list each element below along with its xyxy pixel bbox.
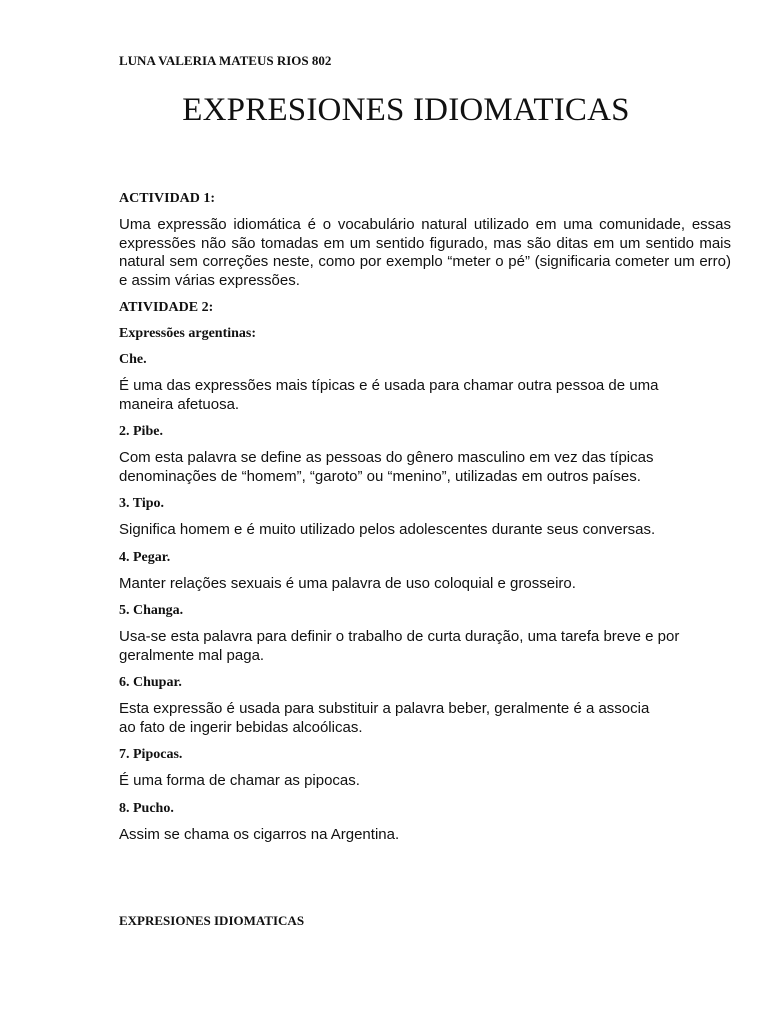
activity1-heading: ACTIVIDAD 1: bbox=[119, 191, 216, 206]
expression-definition: Assim se chama os cigarros na Argentina. bbox=[119, 825, 400, 843]
expression-term: 6. Chupar. bbox=[119, 675, 182, 690]
expression-definition: Manter relações sexuais é uma palavra de uso coloquial e grosseiro. bbox=[119, 574, 576, 592]
page-title: EXPRESIONES IDIOMATICAS bbox=[182, 92, 630, 128]
author-line: LUNA VALERIA MATEUS RIOS 802 bbox=[119, 53, 332, 68]
expression-term: 7. Pipocas. bbox=[119, 747, 183, 762]
expression-term: 8. Pucho. bbox=[119, 800, 174, 816]
expression-definition: Significa homem e é muito utilizado pelos adolescentes durante seus conversas. bbox=[119, 521, 656, 538]
expression-definition: É uma forma de chamar as pipocas. bbox=[119, 772, 360, 789]
expression-term: 3. Tipo. bbox=[119, 496, 165, 511]
expression-term: 2. Pibe. bbox=[119, 424, 163, 439]
activity2-subheading: Expressões argentinas: bbox=[119, 326, 257, 341]
activity2-heading: ATIVIDADE 2: bbox=[119, 300, 214, 315]
section-heading: EXPRESIONES IDIOMATICAS bbox=[119, 913, 305, 928]
expression-term: 5. Changa. bbox=[119, 603, 184, 618]
expression-term: Che. bbox=[119, 352, 147, 367]
document-body bbox=[119, 190, 731, 853]
expression-definition: Esta expressão é usada para substituir a palavra beber, geralmente é a associa ao fato de ingerir bebidas alcoólicas. bbox=[119, 700, 650, 736]
activity1-text: Uma expressão idiomática é o vocabulário natural utilizado em uma comunidade, essas expressões não são tomadas em um sentido figurado, mas são ditas em um sentido mais natural sem correções neste, como por exemplo “meter o pé” (significaria cometer um erro) e assim várias expressões. bbox=[119, 216, 731, 289]
expression-definition: É uma das expressões mais típicas e é usada para chamar outra pessoa de uma maneira afetuosa. bbox=[119, 377, 659, 413]
expression-term: 4. Pegar. bbox=[119, 549, 171, 565]
expression-definition: Com esta palavra se define as pessoas do gênero masculino em vez das típicas denominações de “homem”, “garoto” ou “menino”, utilizadas em outros países. bbox=[119, 449, 654, 485]
expression-definition: Usa-se esta palavra para definir o trabalho de curta duração, uma tarefa breve e por geralmente mal paga. bbox=[119, 628, 680, 664]
